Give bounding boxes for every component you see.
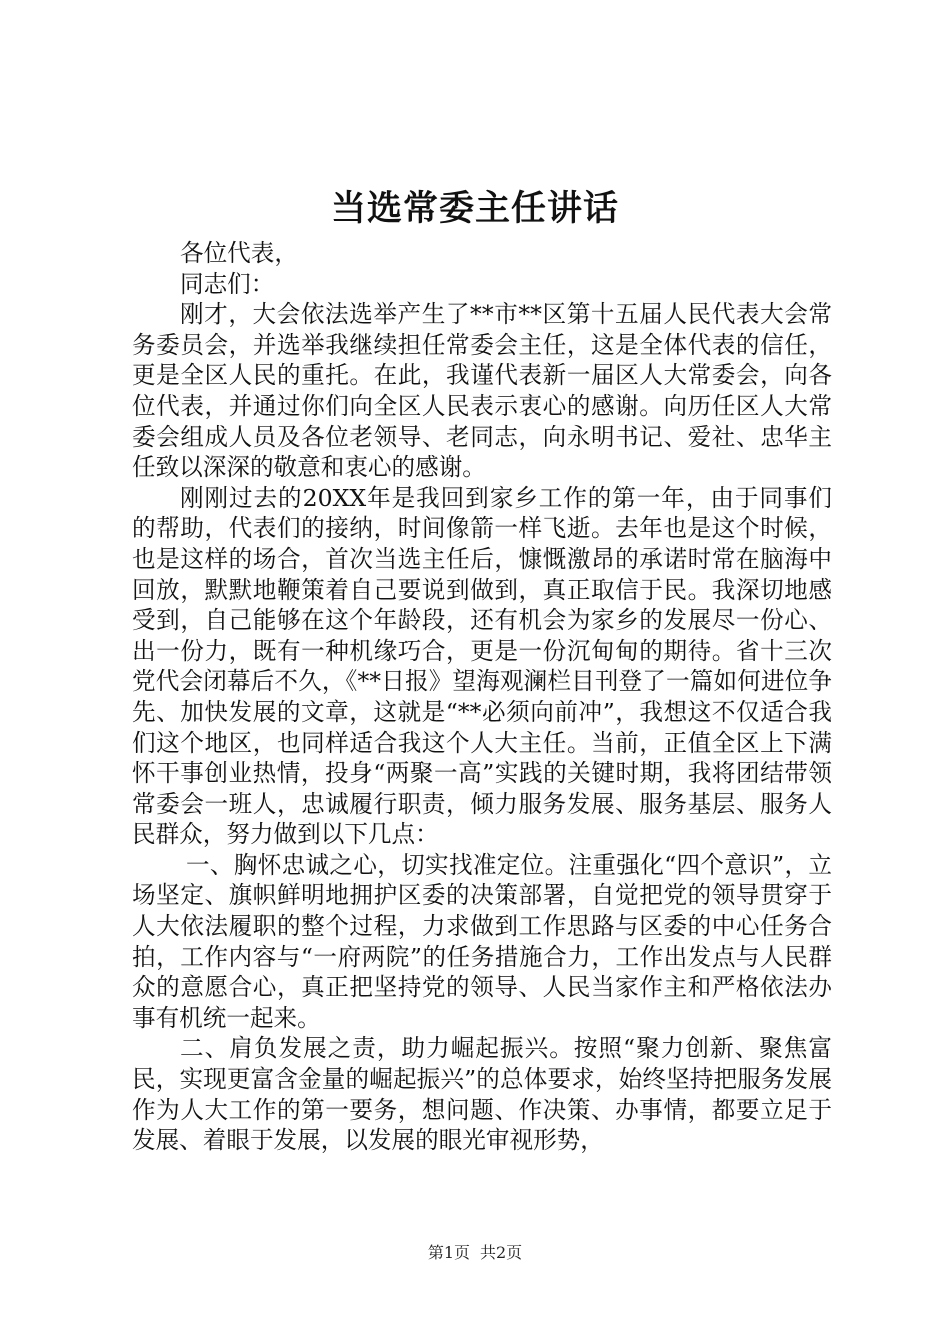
salutation-comrades: 同志们： (180, 269, 275, 298)
page-footer (0, 1243, 950, 1263)
paragraph-point-one: 一、胸怀忠诚之心，切实找准定位。注重强化“四个意识”，立场坚定、旗帜鲜明地拥护区委的决策部署，自觉把党的领导贯穿于人大依法履职的整个过程，力求做到工作思路与区委的中心任务合拍，工作内容与“一府两院”的任务措施合力，工作出发点与人民群众的意愿合心，真正把坚持党的领导、人民当家作主和严格依法办事有机统一起来。 (132, 850, 832, 1032)
paragraph-opening: 刚才，大会依法选举产生了**市**区第十五届人民代表大会常务委员会，并选举我继续担任常委会主任，这是全体代表的信任，更是全区人民的重托。在此，我谨代表新一届区人大常委会，向各位代表，并通过你们向全区人民表示衷心的感谢。向历任区人大常委会组成人员及各位老领导、老同志，向永明书记、爱社、忠华主任致以深深的敬意和衷心的感谢。 (132, 300, 832, 482)
paragraph-point-two: 二、肩负发展之责，助力崛起振兴。按照“聚力创新、聚焦富民，实现更富含金量的崛起振兴”的总体要求，始终坚持把服务发展作为人大工作的第一要务，想问题、作决策、办事情，都要立足于发展、着眼于发展，以发展的眼光审视形势， (132, 1034, 832, 1155)
document-title: 当选常委主任讲话 (330, 188, 619, 229)
page-total: 共2页 (480, 1243, 523, 1262)
document-body (132, 238, 832, 1156)
page-number: 第1页 (427, 1243, 470, 1262)
salutation-delegates: 各位代表， (180, 239, 298, 267)
paragraph-review: 刚刚过去的20XX年是我回到家乡工作的第一年，由于同事们的帮助，代表们的接纳，时间像箭一样飞逝。去年也是这个时候，也是这样的场合，首次当选主任后，慷慨激昂的承诺时常在脑海中回放，默默地鞭策着自己要说到做到，真正取信于民。我深切地感受到，自己能够在这个年龄段，还有机会为家乡的发展尽一份心、出一份力，既有一种机缘巧合，更是一份沉甸甸的期待。省十三次党代会闭幕后不久，《**日报》望海观澜栏目刊登了一篇如何进位争先、加快发展的文章，这就是“**必须向前冲”，我想这不仅适合我们这个地区，也同样适合我这个人大主任。当前，正值全区上下满怀干事创业热情，投身“两聚一高”实践的关键时期，我将团结带领常委会一班人，忠诚履行职责，倾力服务发展、服务基层、服务人民群众，努力做到以下几点： (132, 483, 832, 849)
